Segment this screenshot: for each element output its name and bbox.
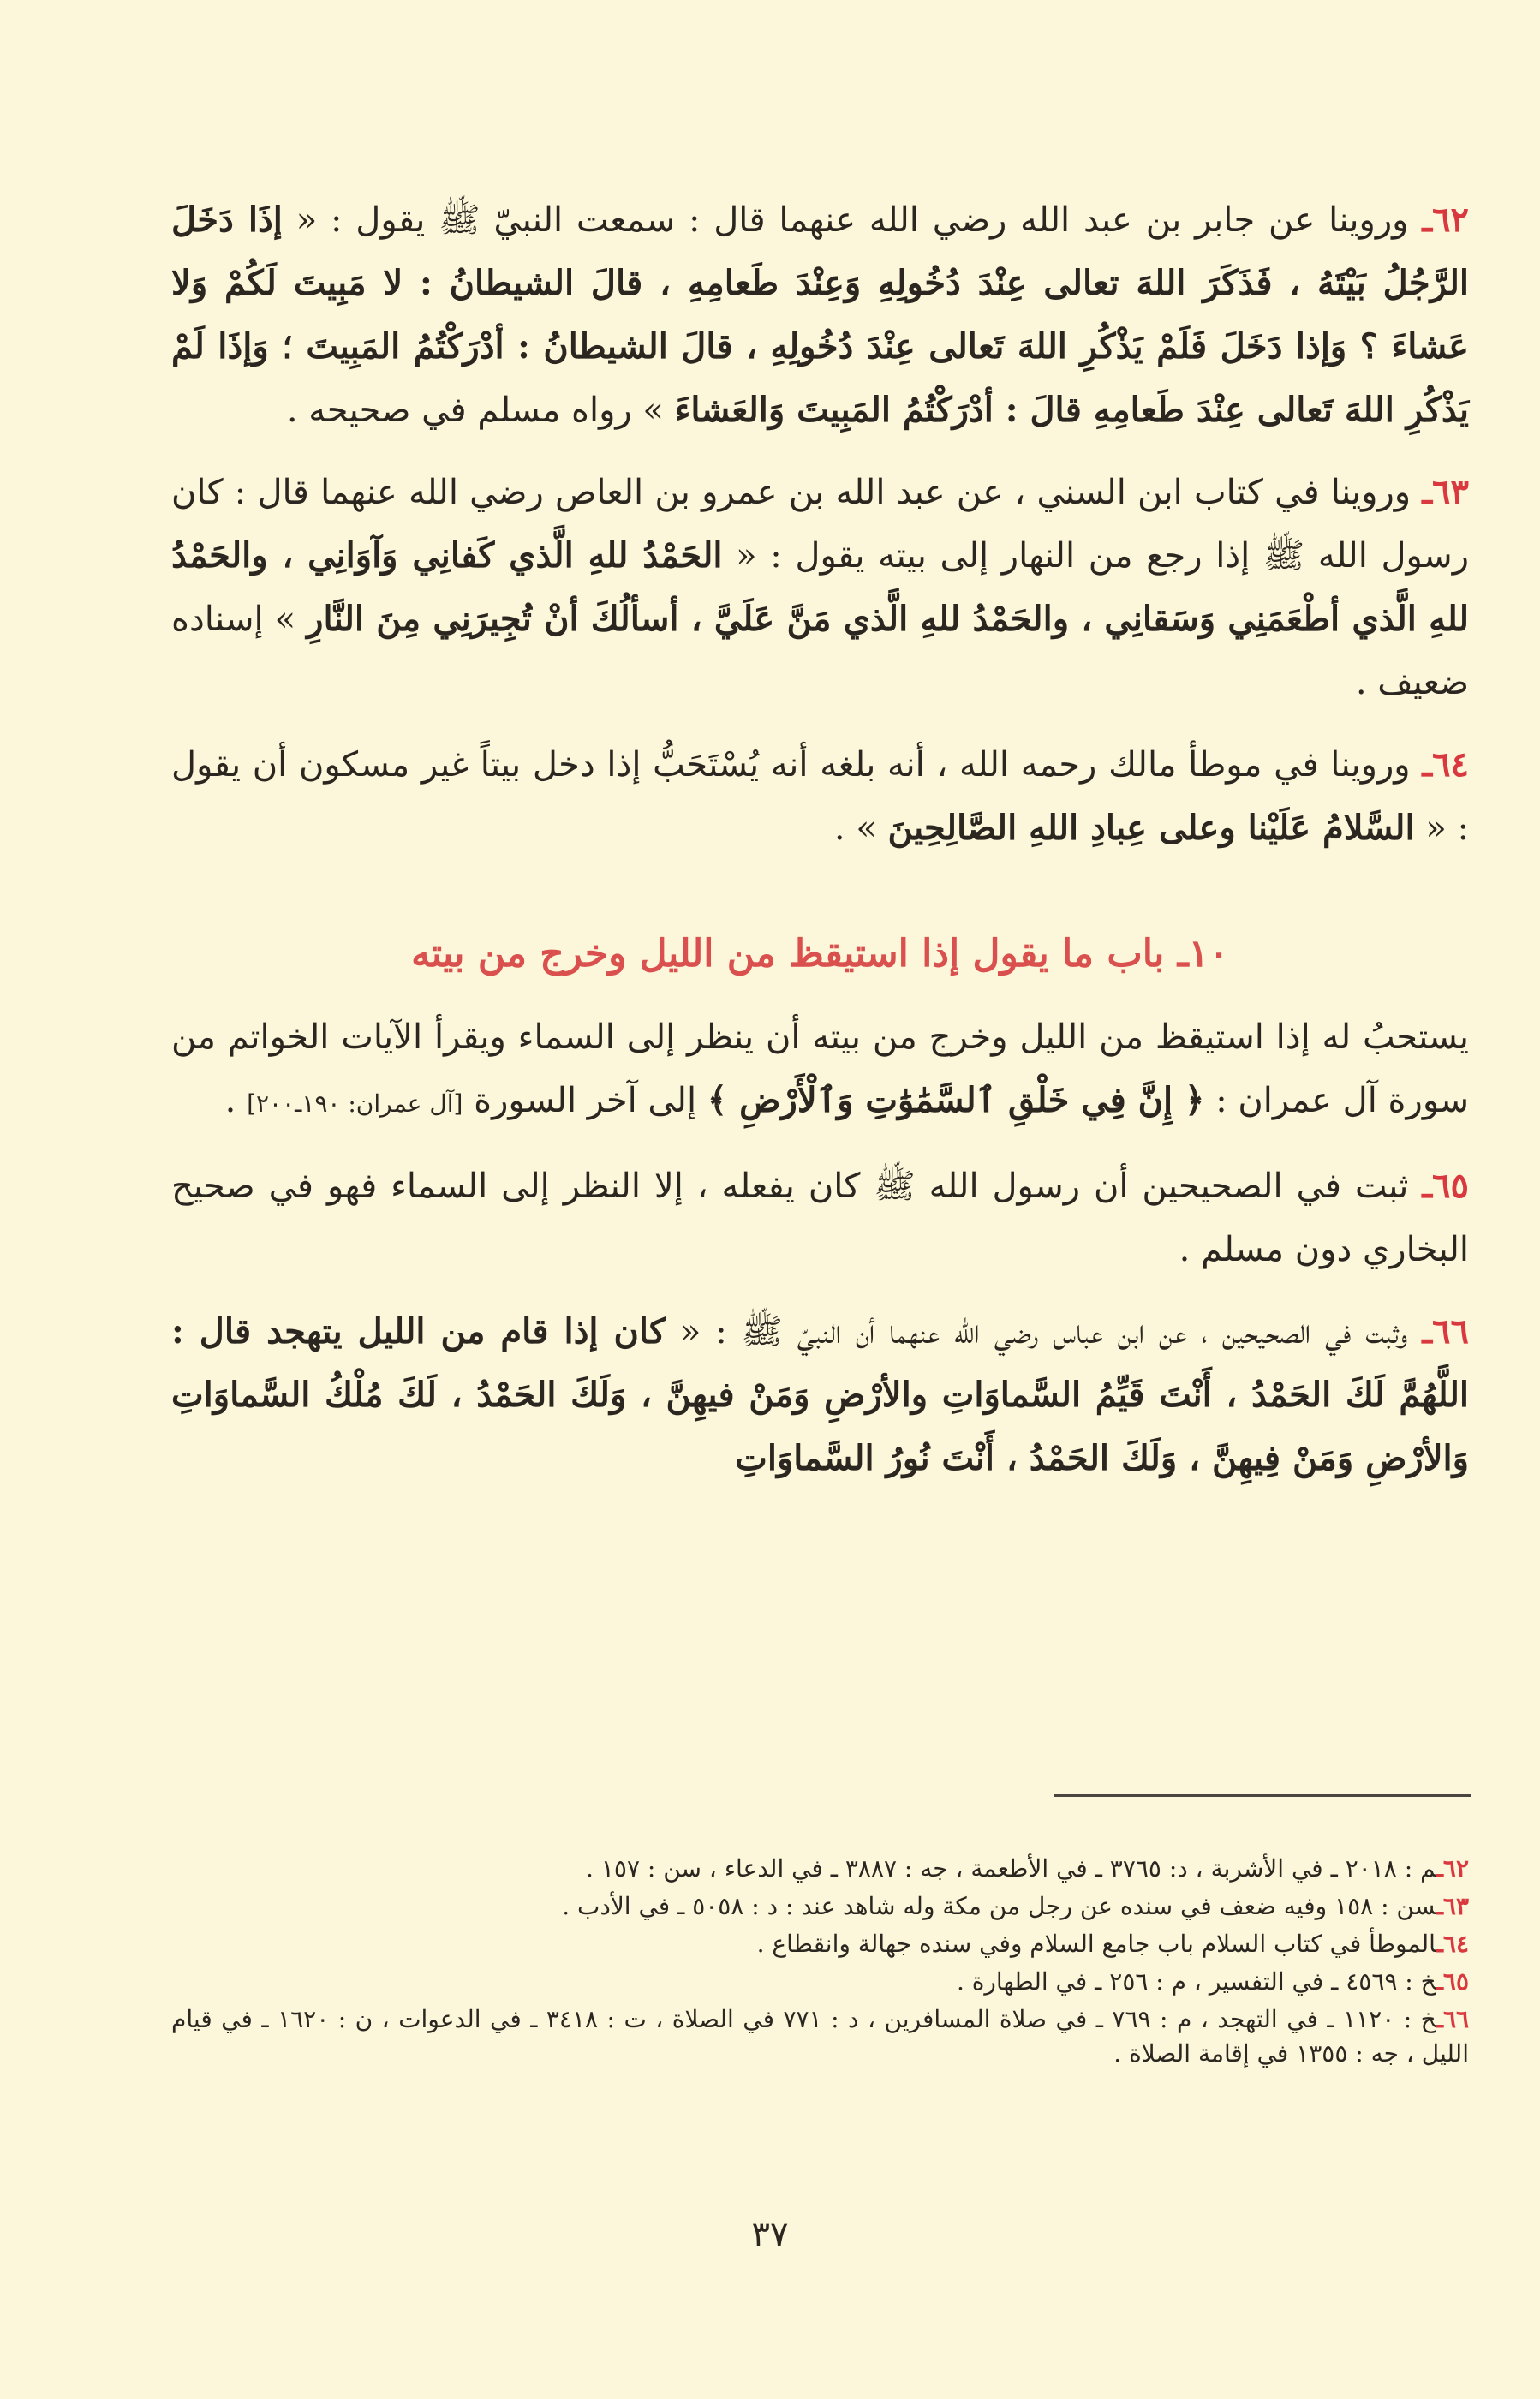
- footnotes: [171, 1852, 1469, 2074]
- hadith-number: ٦٦ـ: [1422, 1311, 1469, 1352]
- footnote-number: ٦٣ـ: [1436, 1892, 1469, 1920]
- footnote-text: خ : ٤٥٦٩ ـ في التفسير ، م : ٢٥٦ ـ في الطهارة .: [956, 1967, 1436, 1996]
- hadith-text: ثبت في الصحيحين أن رسول الله ﷺ كان يفعله ، إلا النظر إلى السماء فهو في صحيح البخاري دون مسلم .: [171, 1167, 1469, 1269]
- section-heading: ١٠ـ باب ما يقول إذا استيقظ من الليل وخرج من بيته: [411, 932, 1229, 976]
- footnote-number: ٦٢ـ: [1436, 1854, 1469, 1883]
- footnote-62: [171, 1852, 1469, 1886]
- footnote-number: ٦٤ـ: [1436, 1930, 1469, 1958]
- hadith-quote: إذَا دَخَلَ الرَّجُلُ بَيْتَهُ ، فَذَكَرَ اللهَ تعالى عِنْدَ دُخُولِهِ وَعِنْدَ طَعامِهِ ، قالَ الشيطانُ : لا مَبِيتَ لَكُمْ وَلا عَشاءَ ؟ وَإذا دَخَلَ فَلَمْ يَذْكُرِ اللهَ تَعالى عِنْدَ دُخُولِهِ ، قالَ الشيطانُ : أدْرَكْتُمُ المَبِيتَ ؛ وَإذَا لَمْ يَذْكُرِ اللهَ تَعالى عِنْدَ طَعامِهِ قالَ : أدْرَكْتُمُ المَبِيتَ وَالعَشاءَ: [171, 200, 1469, 430]
- hadith-64: [171, 733, 1469, 860]
- footnote-63: [171, 1889, 1469, 1924]
- hadith-number: ٦٥ـ: [1422, 1166, 1469, 1206]
- hadith-66: [171, 1300, 1469, 1490]
- footnote-number: ٦٥ـ: [1436, 1967, 1469, 1996]
- hadith-63: [171, 461, 1469, 714]
- hadith-tail: » رواه مسلم في صحيحه .: [286, 391, 675, 430]
- section-intro: [171, 1006, 1469, 1136]
- intro-middle: إلى آخر السورة: [463, 1081, 707, 1120]
- hadith-quote: السَّلامُ عَلَيْنا وعلى عِبادِ اللهِ الصَّالِحِينَ: [887, 808, 1415, 848]
- hadith-quote: كان إذا قام من الليل يتهجد قال : اللَّهُمَّ لَكَ الحَمْدُ ، أَنْتَ قَيِّمُ السَّماوَاتِ والأرْضِ وَمَنْ فيهِنَّ ، وَلَكَ الحَمْدُ ، لَكَ مُلْكُ السَّماوَاتِ وَالأرْضِ وَمَنْ فِيهِنَّ ، وَلَكَ الحَمْدُ ، أَنْتَ نُورُ السَّماوَاتِ: [171, 1311, 1469, 1478]
- page-body: [171, 188, 1469, 1509]
- hadith-lead: وروينا في كتاب ابن السني ، عن عبد الله بن عمرو بن العاص رضي الله عنهما قال : كان رسول الله ﷺ إذا رجع من النهار إلى بيته يقول : «: [171, 473, 1470, 576]
- hadith-number: ٦٢ـ: [1422, 200, 1470, 240]
- quran-ayah: ﴿ إِنَّ فِي خَلْقِ ٱلسَّمَٰوَٰتِ وَٱلْأَرْضِ ﴾: [707, 1080, 1205, 1120]
- hadith-tail: » .: [833, 809, 888, 848]
- footnote-text: الموطأ في كتاب السلام باب جامع السلام وفي سنده جهالة وانقطاع .: [756, 1930, 1436, 1958]
- hadith-lead: وروينا في موطأ مالك رحمه الله ، أنه بلغه أنه يُسْتَحَبُّ إذا دخل بيتاً غير مسكون أن يقول : «: [171, 745, 1469, 848]
- intro-lead: يستحبُ له إذا استيقظ من الليل وخرج من بيته أن ينظر إلى السماء ويقرأ الآيات الخواتم من سورة آل عمران :: [171, 1017, 1469, 1120]
- hadith-lead: وروينا عن جابر بن عبد الله رضي الله عنهما قال : سمعت النبيّ ﷺ يقول : «: [282, 200, 1423, 240]
- intro-tail: .: [224, 1081, 248, 1120]
- quran-reference: [آل عمران: ١٩٠ـ٢٠٠]: [247, 1089, 463, 1118]
- hadith-62: [171, 188, 1469, 442]
- footnote-separator: [1054, 1794, 1471, 1797]
- footnote-64: [171, 1927, 1469, 1961]
- footnote-65: [171, 1965, 1469, 1999]
- hadith-number: ٦٣ـ: [1422, 472, 1469, 512]
- footnote-66: [171, 2002, 1469, 2071]
- footnote-number: ٦٦ـ: [1436, 2005, 1470, 2033]
- footnote-text: م : ٢٠١٨ ـ في الأشربة ، د: ٣٧٦٥ ـ في الأطعمة ، جه : ٣٨٨٧ ـ في الدعاء ، سن : ١٥٧ .: [586, 1854, 1436, 1883]
- hadith-tail: » إسناده ضعيف .: [171, 600, 1469, 702]
- footnote-text: خ : ١١٢٠ ـ في التهجد ، م : ٧٦٩ ـ في صلاة المسافرين ، د : ٧٧١ في الصلاة ، ت : ٣٤١٨ ـ في الدعوات ، ن : ١٦٢٠ ـ في قيام الليل ، جه : ١٣٥٥ في إقامة الصلاة .: [171, 2005, 1469, 2068]
- hadith-lead: وثبت في الصحيحين ، عن ابن عباس رضي الله عنهما أن النبيّ ﷺ : «: [666, 1312, 1423, 1352]
- page-number: ٣٧: [751, 2215, 789, 2254]
- hadith-quote: الحَمْدُ للهِ الَّذي كَفانِي وَآوَانِي ، والحَمْدُ للهِ الَّذي أطْعَمَنِي وَسَقانِي ، والحَمْدُ للهِ الَّذي مَنَّ عَلَيَّ ، أسألُكَ أنْ تُجِيرَنِي مِنَ النَّارِ: [171, 535, 1470, 639]
- hadith-number: ٦٤ـ: [1422, 744, 1469, 785]
- footnote-text: سن : ١٥٨ وفيه ضعف في سنده عن رجل من مكة وله شاهد عند : د : ٥٠٥٨ ـ في الأدب .: [562, 1892, 1436, 1920]
- hadith-65: [171, 1155, 1469, 1281]
